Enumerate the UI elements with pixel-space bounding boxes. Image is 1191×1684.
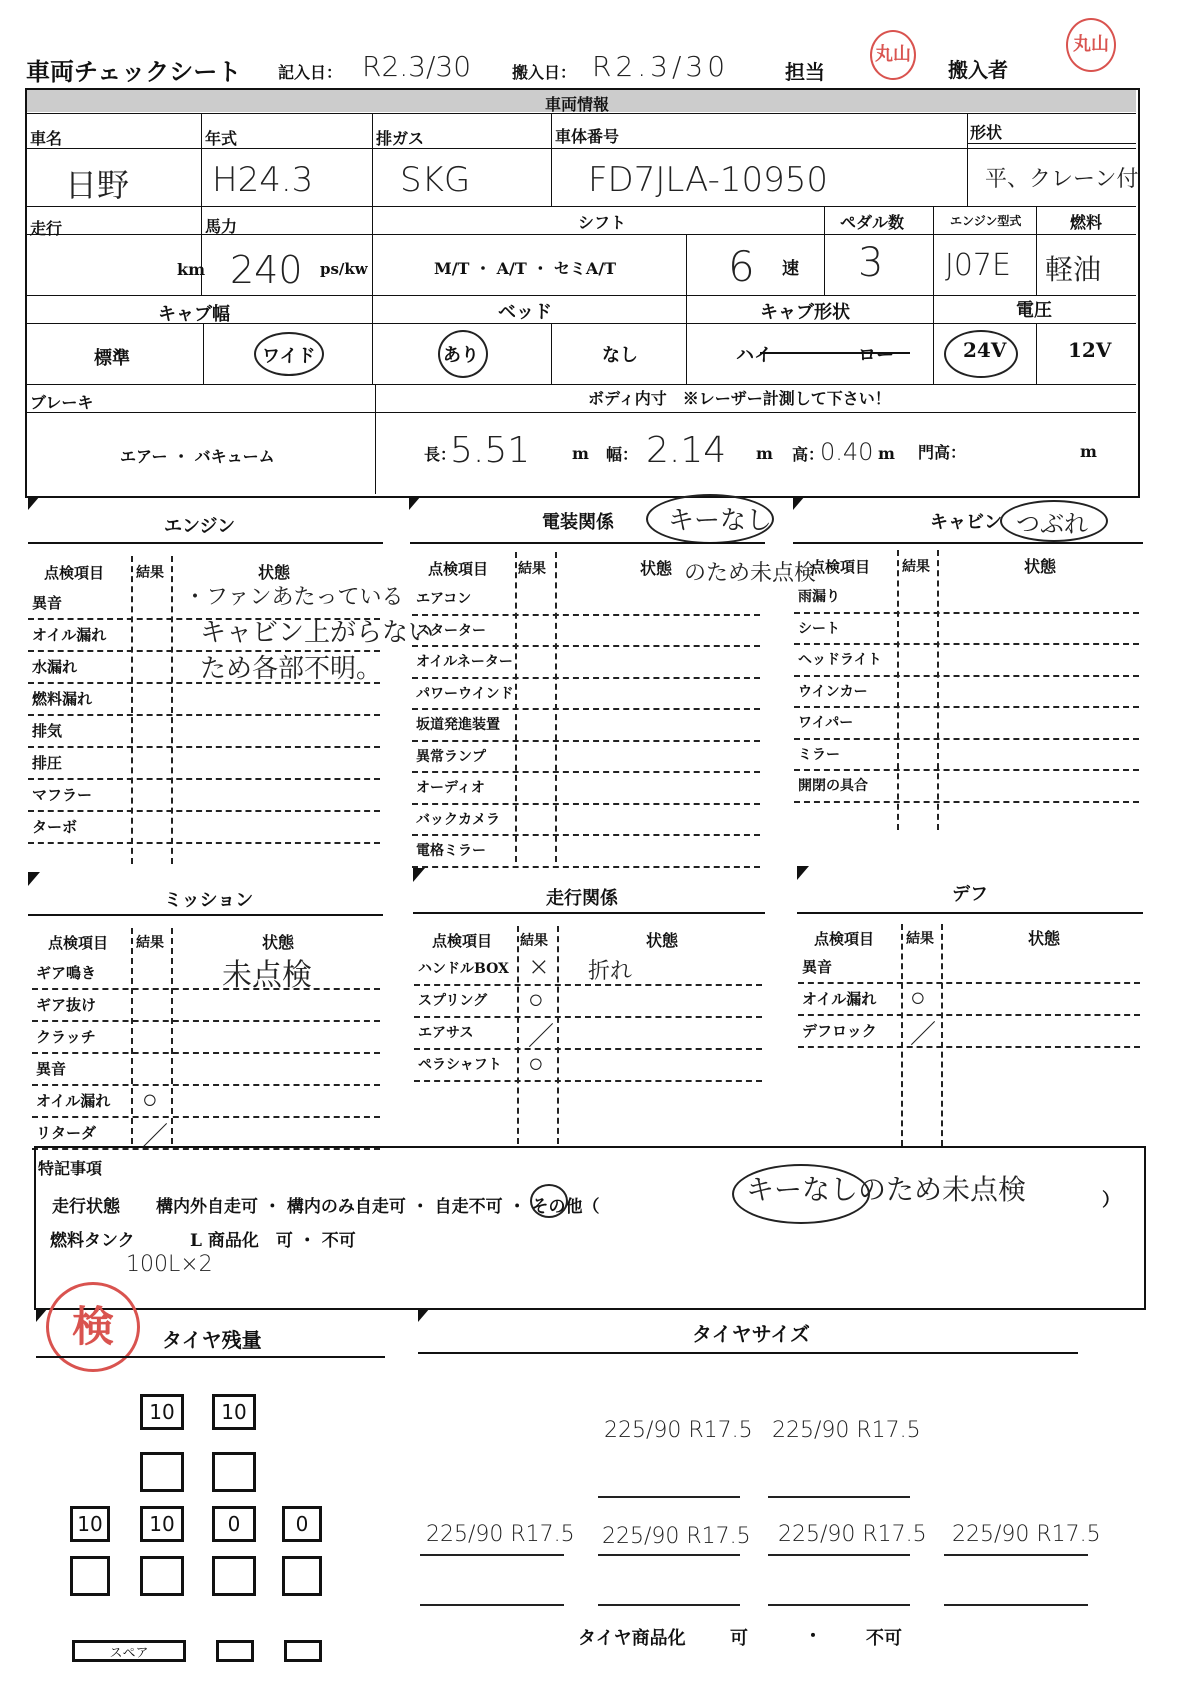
tire-size-rear-2: 225/90 R17.5 <box>602 1524 751 1549</box>
engine-col-state: 状態 <box>258 563 291 582</box>
voltage-label: 電圧 <box>1016 300 1052 321</box>
inspection-seal: 検 <box>46 1282 140 1372</box>
electrical-item-2: オイルネーター <box>416 654 513 670</box>
electrical-col-state: 状態 <box>640 559 673 578</box>
cab-shape-low: ロー <box>858 345 894 366</box>
tire-size-rear-4: 225/90 R17.5 <box>952 1522 1101 1547</box>
cab-shape-strike <box>760 352 910 354</box>
mission-item-5: リターダ <box>36 1124 97 1142</box>
tire-mid-left <box>140 1452 184 1492</box>
tire-mid-right <box>212 1452 256 1492</box>
cab-width-standard: 標準 <box>94 348 130 369</box>
cab-width-label: キャブ幅 <box>158 304 230 325</box>
length-unit: m <box>572 444 589 463</box>
mission-result-4: ○ <box>142 1085 158 1115</box>
tire-rear2-2 <box>140 1556 184 1596</box>
cab-width-wide: ワイド <box>262 346 316 367</box>
electrical-state-note: のため未点検 <box>684 561 817 586</box>
power-unit: ps/kw <box>320 260 368 278</box>
running-state-selected-mark <box>530 1184 568 1218</box>
engine-item-3: 燃料漏れ <box>32 690 93 708</box>
entry-date-label: 記入日： <box>278 63 343 82</box>
cabin-col-state: 状態 <box>1024 557 1057 576</box>
running-title: 走行関係 <box>546 888 618 909</box>
length-value: 5.51 <box>450 430 531 471</box>
tire-size-title: タイヤサイズ <box>692 1322 810 1346</box>
electrical-col-item: 点検項目 <box>428 560 489 578</box>
bed-no: なし <box>602 345 638 366</box>
electrical-title: 電装関係 <box>542 512 614 533</box>
entry-date-value: R2.3/30 <box>362 50 472 83</box>
tire-remaining-title: タイヤ残量 <box>162 1328 262 1352</box>
year-label: 年式 <box>205 129 238 148</box>
cabin-item-2: ヘッドライト <box>798 652 882 668</box>
engine-note-1: ・ファンあたっている <box>184 585 404 610</box>
mission-item-1: ギア抜け <box>36 996 97 1014</box>
cabin-item-0: 雨漏り <box>798 589 840 605</box>
mission-result-5: ／ <box>142 1122 169 1152</box>
electrical-item-8: 電格ミラー <box>416 843 486 859</box>
fuel-tank-note: 100L×2 <box>126 1252 213 1277</box>
body-dims-label: ボディ内寸 ※レーザー計測して下さい！ <box>588 389 891 408</box>
running-col-result: 結果 <box>520 933 548 949</box>
diff-result-1: ○ <box>910 983 926 1013</box>
running-state-label: 走行状態 <box>52 1197 120 1217</box>
mission-title: ミッション <box>164 890 254 911</box>
staff-label: 担当 <box>785 60 825 84</box>
mission-item-3: 異音 <box>36 1060 67 1078</box>
staff-seal: 丸山 <box>870 30 916 80</box>
tire-size-rear-3: 225/90 R17.5 <box>778 1522 927 1547</box>
cabin-item-3: ウインカー <box>798 683 868 700</box>
running-result-3: ○ <box>528 1049 544 1079</box>
mission-item-2: クラッチ <box>36 1028 96 1046</box>
running-col-item: 点検項目 <box>432 932 493 950</box>
cabin-col-result: 結果 <box>902 559 930 575</box>
tire-size-front-2: 225/90 R17.5 <box>772 1418 921 1443</box>
fuel-tank-options: L 商品化 可 ・ 不可 <box>190 1231 356 1251</box>
cab-shape-label: キャブ形状 <box>760 302 850 323</box>
mission-col-result: 結果 <box>136 935 164 951</box>
carry-in-date-value: R2.3/30 <box>592 50 730 83</box>
running-item-2: エアサス <box>418 1025 474 1041</box>
diff-item-1: オイル漏れ <box>802 990 877 1008</box>
mission-item-4: オイル漏れ <box>36 1092 111 1110</box>
bed-label: ベッド <box>498 302 552 323</box>
engine-item-1: オイル漏れ <box>32 626 107 644</box>
electrical-col-result: 結果 <box>518 561 546 577</box>
vehicle-name-label: 車名 <box>30 129 63 148</box>
cabin-title: キャビン <box>930 512 1002 533</box>
tire-commercial-yes: 可 <box>730 1628 748 1649</box>
fuel-value: 軽油 <box>1045 253 1102 286</box>
cabin-title-note: つぶれ <box>1016 510 1088 538</box>
mission-col-item: 点検項目 <box>48 934 109 952</box>
tire-size-front-1: 225/90 R17.5 <box>604 1418 753 1443</box>
tire-rear2-4 <box>282 1556 322 1596</box>
cab-shape-high: ハイ <box>736 345 772 366</box>
engine-col-item: 点検項目 <box>44 564 105 582</box>
running-state-close: ） <box>1102 1190 1120 1211</box>
spare-tire-3 <box>284 1640 322 1662</box>
mission-col-state: 状態 <box>262 933 295 952</box>
width-unit: m <box>756 444 773 463</box>
engine-item-4: 排気 <box>32 722 63 740</box>
width-label: 幅： <box>606 445 639 464</box>
engine-item-6: マフラー <box>32 786 93 804</box>
length-label: 長： <box>424 445 457 464</box>
spare-tire: スペア <box>72 1640 186 1662</box>
page-title: 車両チェックシート <box>26 57 242 86</box>
engine-item-5: 排圧 <box>32 754 63 772</box>
shape-value: 平、クレーン付 <box>985 167 1139 192</box>
vehicle-info-heading: 車両情報 <box>545 95 610 114</box>
bed-yes: あり <box>443 345 479 366</box>
speed-unit: 速 <box>782 259 799 279</box>
shift-label: シフト <box>578 213 627 232</box>
electrical-item-5: 異常ランプ <box>416 748 486 765</box>
electrical-item-0: エアコン <box>416 591 472 607</box>
tire-front-left: 10 <box>140 1394 184 1430</box>
gate-height-label: 門高： <box>918 443 967 462</box>
engine-note-3: ため各部不明。 <box>200 654 383 684</box>
cabin-col-item: 点検項目 <box>810 558 871 576</box>
gate-height-unit: m <box>1080 442 1097 461</box>
cabin-item-1: シート <box>798 620 840 637</box>
tire-front-right: 10 <box>212 1394 256 1430</box>
engine-model-value: J07E <box>945 248 1011 283</box>
tire-size-rear-1: 225/90 R17.5 <box>426 1522 575 1547</box>
pedal-label: ペダル数 <box>840 213 905 232</box>
emission-label: 排ガス <box>376 129 425 148</box>
diff-result-2: ／ <box>910 1020 937 1050</box>
engine-title: エンジン <box>164 516 236 537</box>
carrier-label: 搬入者 <box>948 58 1008 82</box>
tire-rear-1: 10 <box>70 1506 110 1542</box>
width-value: 2.14 <box>646 430 727 471</box>
electrical-item-7: バックカメラ <box>416 811 500 828</box>
brake-options: エアー ・ バキューム <box>120 447 275 466</box>
running-state-options: 構内外自走可 ・ 構内のみ自走可 ・ 自走不可 ・ その他（ <box>156 1197 600 1217</box>
engine-item-0: 異音 <box>32 594 63 612</box>
spare-tire-2 <box>216 1640 254 1662</box>
pedal-value: 3 <box>858 240 884 286</box>
diff-col-result: 結果 <box>906 931 934 947</box>
running-result-0: × <box>528 952 550 982</box>
shape-label: 形状 <box>970 123 1003 142</box>
diff-col-state: 状態 <box>1028 929 1061 948</box>
vehicle-info-table <box>25 88 1140 498</box>
diff-col-item: 点検項目 <box>814 930 875 948</box>
cabin-item-5: ミラー <box>798 746 840 763</box>
electrical-item-6: オーディオ <box>416 780 485 796</box>
running-state-0: 折れ <box>588 959 633 984</box>
shift-options: M/T ・ A/T ・ セミA/T <box>434 259 617 278</box>
tire-commercial-dot: ・ <box>804 1626 822 1647</box>
engine-model-label: エンジン型式 <box>950 214 1022 228</box>
engine-note-2: キャビン上がらない <box>200 618 435 648</box>
running-item-1: スプリング <box>418 993 488 1009</box>
height-label: 高： <box>792 445 825 464</box>
running-result-2: ／ <box>528 1022 555 1052</box>
chassis-value: FD7JLA-10950 <box>588 160 829 200</box>
year-value: H24.3 <box>212 160 314 200</box>
emission-value: SKG <box>400 160 471 200</box>
fuel-tank-label: 燃料タンク <box>50 1231 135 1251</box>
carry-in-date-label: 搬入日： <box>512 63 577 82</box>
tire-rear2-1 <box>70 1556 110 1596</box>
height-unit: m <box>878 444 895 463</box>
running-state-other: キーなしのため未点検 <box>746 1173 1027 1206</box>
electrical-item-3: パワーウインド <box>416 685 514 702</box>
tire-rear-3: 0 <box>212 1506 256 1542</box>
voltage-24: 24V <box>963 338 1007 362</box>
diff-title: デフ <box>952 884 988 905</box>
tire-commercial-label: タイヤ商品化 <box>578 1628 686 1649</box>
engine-item-2: 水漏れ <box>32 658 78 676</box>
tire-rear2-3 <box>212 1556 256 1596</box>
running-result-1: ○ <box>528 985 544 1015</box>
cabin-item-4: ワイパー <box>798 715 854 731</box>
electrical-item-4: 坂道発進装置 <box>416 717 500 733</box>
brake-label: ブレーキ <box>30 393 94 412</box>
diff-item-0: 異音 <box>802 958 833 976</box>
running-col-state: 状態 <box>646 931 679 950</box>
tire-rear-2: 10 <box>140 1506 184 1542</box>
voltage-12: 12V <box>1068 338 1112 362</box>
mileage-label: 走行 <box>30 219 63 238</box>
cabin-item-6: 開閉の具合 <box>798 778 868 794</box>
remarks-title: 特記事項 <box>38 1159 103 1178</box>
height-value: 0.40 <box>820 438 874 466</box>
electrical-title-note: キーなし <box>668 506 773 536</box>
power-label: 馬力 <box>205 217 238 236</box>
engine-item-7: ターボ <box>32 818 78 836</box>
mileage-unit: km <box>177 260 206 279</box>
mission-note: 未点検 <box>222 958 312 993</box>
fuel-label: 燃料 <box>1070 213 1103 232</box>
mission-item-0: ギア鳴き <box>36 964 97 982</box>
vehicle-name-value: 日野 <box>65 166 130 204</box>
speed-value: 6 <box>728 242 755 291</box>
carrier-seal: 丸山 <box>1066 18 1116 72</box>
tire-rear-4: 0 <box>282 1506 322 1542</box>
electrical-item-1: スターター <box>416 622 486 639</box>
running-item-3: ペラシャフト <box>418 1057 502 1073</box>
power-value: 240 <box>230 248 303 292</box>
engine-col-result: 結果 <box>136 565 164 581</box>
chassis-label: 車体番号 <box>555 127 620 146</box>
tire-commercial-no: 不可 <box>866 1628 902 1649</box>
running-item-0: ハンドルBOX <box>418 961 509 977</box>
diff-item-2: デフロック <box>802 1022 877 1040</box>
